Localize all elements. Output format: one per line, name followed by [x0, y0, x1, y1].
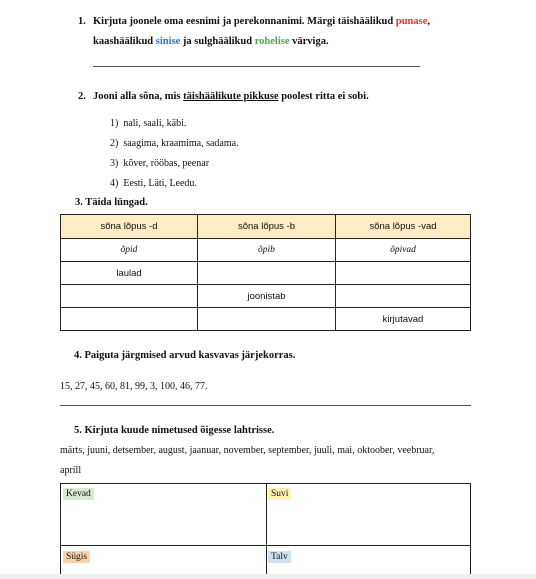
task1-text-c: kaashäälikud: [93, 36, 156, 47]
task2-item[interactable]: [110, 177, 197, 190]
table-cell[interactable]: kirjutavad: [336, 308, 471, 331]
seasons-divider-vertical: [266, 484, 267, 579]
task2-item[interactable]: [110, 117, 186, 130]
table-header: sõna lõpus -d: [61, 215, 198, 239]
task2-item-text: saagima, kraamima, sadama.: [123, 138, 239, 149]
table-cell[interactable]: [336, 262, 471, 285]
season-label-spring: Kevad: [63, 488, 94, 500]
viewer-bottom-bar: [0, 574, 536, 579]
task4-numbers: 15, 27, 45, 60, 81, 99, 3, 100, 46, 77.: [60, 381, 208, 392]
table-row-example: [61, 239, 471, 262]
seasons-table: [60, 483, 471, 579]
task1-answer-line[interactable]: [93, 66, 420, 67]
task2-instruction: [93, 90, 369, 104]
task1-word-red: punase: [395, 16, 428, 27]
table-cell[interactable]: laulad: [61, 262, 198, 285]
table-cell[interactable]: [198, 308, 336, 331]
task5-title: 5. Kirjuta kuude nimetused õigesse lahtrisse.: [74, 425, 275, 436]
task5-months-line1: märts, juuni, detsember, august, jaanuar, november, september, juuli, mai, oktoober, veebruar,: [60, 445, 435, 456]
task2-item-text: Eesti, Läti, Leedu.: [123, 178, 197, 189]
task2-text-b: poolest ritta ei sobi.: [278, 91, 369, 102]
task1-text-d: ja sulghäälikud: [180, 36, 255, 47]
table-cell-example: õpid: [61, 239, 198, 262]
table-header-row: [61, 215, 471, 239]
task2-text-underlined: täishäälikute pikkuse: [183, 91, 279, 102]
table-cell-example: õpivad: [336, 239, 471, 262]
task2-item[interactable]: [110, 157, 209, 170]
task4-answer-line[interactable]: [60, 405, 471, 406]
task1-text-a: Kirjuta joonele oma eesnimi ja perekonnanimi. Märgi täishäälikud: [93, 16, 396, 27]
table-row: [61, 308, 471, 331]
task5-months-line2: aprill: [60, 465, 82, 476]
table-cell[interactable]: [198, 262, 336, 285]
table-row: [61, 262, 471, 285]
task2-item-num: 2): [110, 138, 119, 149]
task1-word-green: rohelise: [254, 36, 290, 47]
task1-number: 1.: [78, 16, 86, 27]
table-cell[interactable]: [61, 285, 198, 308]
task2-item-num: 4): [110, 178, 119, 189]
task1-text-e: värviga.: [289, 36, 329, 47]
table-cell[interactable]: [336, 285, 471, 308]
task2-item-text: kõver, rööbas, peenar: [123, 158, 210, 169]
task2-item[interactable]: [110, 137, 239, 150]
table-cell-example: õpib: [198, 239, 336, 262]
task2-item-text: nali, saali, käbi.: [123, 118, 187, 129]
task2-item-num: 1): [110, 118, 119, 129]
task3-title: 3. Täida lüngad.: [75, 197, 148, 208]
table-row: [61, 285, 471, 308]
task1-line1: [93, 15, 473, 29]
task4-title: 4. Paiguta järgmised arvud kasvavas järjekorras.: [74, 350, 296, 361]
season-label-summer: Suvi: [268, 488, 291, 500]
table-cell[interactable]: [61, 308, 198, 331]
table-header: sõna lõpus -b: [198, 215, 336, 239]
task2-item-num: 3): [110, 158, 119, 169]
task2-text-a: Jooni alla sõna, mis: [93, 91, 184, 102]
task1-word-blue: sinise: [155, 36, 181, 47]
verb-table: [60, 214, 471, 331]
seasons-divider-horizontal: [61, 545, 470, 546]
task1-line2: [93, 35, 329, 49]
season-label-winter: Talv: [268, 551, 291, 563]
season-label-autumn: Sügis: [63, 551, 90, 563]
table-cell[interactable]: joonistab: [198, 285, 336, 308]
task2-number: 2.: [78, 91, 86, 102]
task1-text-b: ,: [427, 16, 430, 27]
table-header: sõna lõpus -vad: [336, 215, 471, 239]
